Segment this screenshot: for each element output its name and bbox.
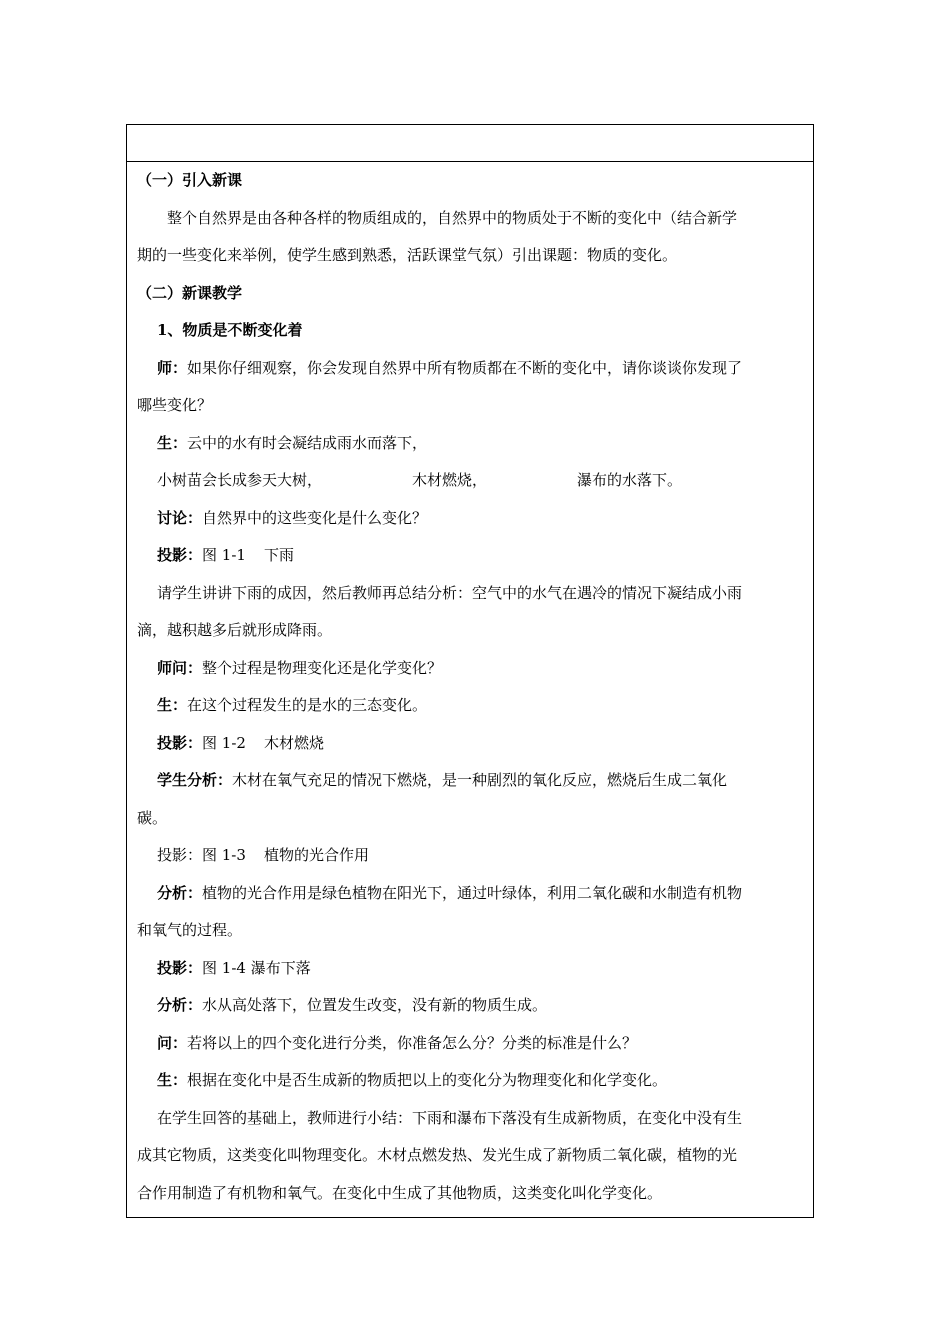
- s2-text: 在这个过程发生的是水的三态变化。: [187, 696, 428, 714]
- projection-2: [137, 725, 803, 763]
- sa-line-2: 碳。: [137, 808, 168, 827]
- sa-label: 学生分析：: [157, 771, 233, 789]
- example-1: 小树苗会长成参天大树，: [157, 471, 323, 489]
- intro-paragraph-line-2: 期的一些变化来举例，使学生感到熟悉，活跃课堂气氛）引出课题：物质的变化。: [137, 246, 678, 264]
- analysis-1: [137, 875, 803, 913]
- tq-text: 整个过程是物理变化还是化学变化？: [202, 658, 443, 677]
- lesson-table: [126, 124, 814, 1218]
- discuss-label: 讨论：: [157, 508, 203, 527]
- q-text: 若将以上的四个变化进行分类，你准备怎么分？分类的标准是什么？: [187, 1033, 638, 1052]
- projection-3: [137, 837, 803, 875]
- student-label: 生：: [157, 433, 188, 452]
- example-2: 木材燃烧，: [412, 471, 488, 489]
- s2-label: 生：: [157, 696, 188, 714]
- rain-line-1: 请学生讲讲下雨的成因，然后教师再总结分析：空气中的水气在遇冷的情况下凝结成小雨: [157, 583, 743, 602]
- proj3-text: 投影：图 1-3: [157, 846, 246, 864]
- intro-paragraph-line-1: 整个自然界是由各种各样的物质组成的，自然界中的物质处于不断的变化中（结合新学: [167, 208, 738, 227]
- discussion: [137, 500, 803, 538]
- an2-label: 分析：: [157, 996, 203, 1014]
- an1-line-2: 和氧气的过程。: [137, 921, 243, 939]
- lesson-heading: （二）新课教学: [137, 283, 243, 302]
- an2-text: 水从高处落下，位置发生改变，没有新的物质生成。: [202, 996, 548, 1014]
- proj4-label: 投影：: [157, 958, 203, 977]
- an1-label: 分析：: [157, 883, 203, 902]
- projection-4: [137, 950, 803, 988]
- proj2-label: 投影：: [157, 733, 203, 752]
- example-3: 瀑布的水落下。: [577, 471, 683, 489]
- proj3-title: 植物的光合作用: [263, 846, 369, 864]
- proj1-label: 投影：: [157, 546, 203, 564]
- proj1-title: 下雨: [263, 546, 294, 564]
- tq-label: 师问：: [157, 658, 203, 677]
- summary-line-2: 成其它物质，这类变化叫物理变化。木材点燃发热、发光生成了新物质二氧化碳，植物的光: [137, 1146, 738, 1164]
- question: [137, 1025, 803, 1063]
- table-header-row: [127, 125, 813, 162]
- teacher-question: [137, 650, 803, 688]
- student-answer-2: [137, 687, 803, 725]
- proj1-figure: 图 1-1: [202, 546, 246, 564]
- q-label: 问：: [157, 1033, 188, 1052]
- projection-1: [137, 537, 803, 575]
- proj4-text: 图 1-4 瀑布下落: [202, 958, 311, 977]
- intro-heading: （一）引入新课: [137, 171, 243, 189]
- lesson-subheading: 1、物质是不断变化着: [157, 321, 303, 339]
- discuss-text: 自然界中的这些变化是什么变化？: [202, 508, 428, 527]
- s3-text: 根据在变化中是否生成新的物质把以上的变化分为物理变化和化学变化。: [187, 1071, 668, 1089]
- student-answer-3: [137, 1062, 803, 1100]
- teacher-prompt: [137, 350, 803, 388]
- proj2-title: 木材燃烧: [263, 733, 324, 752]
- rain-line-2: 滴，越积越多后就形成降雨。: [137, 621, 333, 639]
- summary-line-1: 在学生回答的基础上，教师进行小结：下雨和瀑布下落没有生成新物质，在变化中没有生: [157, 1108, 743, 1127]
- teacher-text-line-2: 哪些变化？: [137, 396, 213, 414]
- analysis-2: [137, 987, 803, 1025]
- proj2-figure: 图 1-2: [202, 733, 246, 752]
- teacher-text: 如果你仔细观察，你会发现自然界中所有物质都在不断的变化中，请你谈谈你发现了: [187, 358, 743, 377]
- summary-line-3: 合作用制造了有机物和氧气。在变化中生成了其他物质，这类变化叫化学变化。: [137, 1183, 663, 1202]
- teacher-label: 师：: [157, 358, 188, 377]
- student-answer: [137, 425, 803, 463]
- sa-text: 木材在氧气充足的情况下燃烧，是一种剧烈的氧化反应，燃烧后生成二氧化: [232, 771, 728, 789]
- student-text: 云中的水有时会凝结成雨水而落下，: [187, 433, 428, 452]
- examples-row: [137, 462, 803, 500]
- an1-text: 植物的光合作用是绿色植物在阳光下，通过叶绿体，利用二氧化碳和水制造有机物: [202, 883, 743, 902]
- s3-label: 生：: [157, 1071, 188, 1089]
- lesson-content: [127, 162, 813, 1212]
- student-analysis: [137, 762, 803, 800]
